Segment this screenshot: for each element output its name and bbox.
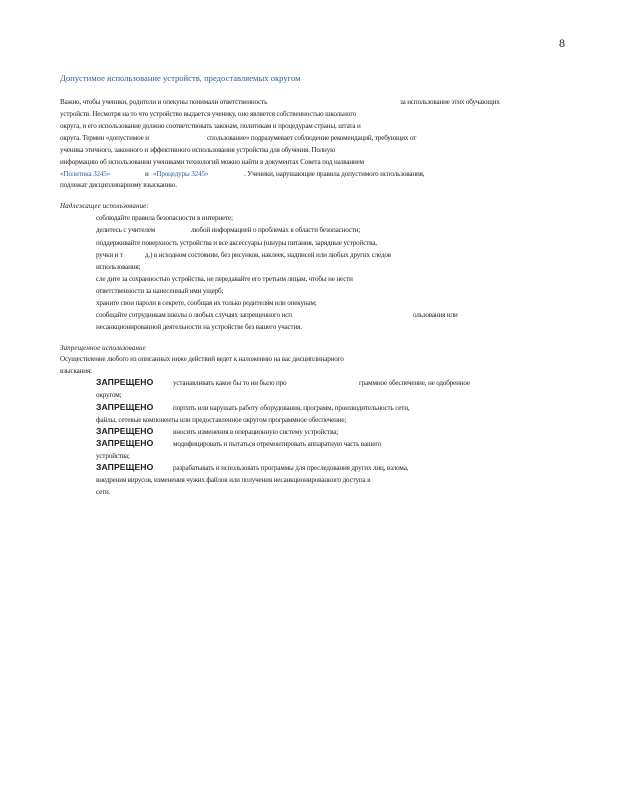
prohibited-label: ЗАПРЕЩЕНО bbox=[96, 426, 154, 436]
list-item: делитесь с учителем bbox=[96, 226, 156, 234]
section-heading: Допустимое использование устройств, предоставляемых округом bbox=[60, 73, 301, 83]
prohibited-intro: взыскания: bbox=[60, 367, 92, 375]
list-item: модифицировать и пытаться отремонтировать аппаратную часть вашего bbox=[173, 440, 382, 448]
policy-link[interactable]: «Политика 3245» bbox=[60, 170, 111, 178]
prohibited-use-title: Запрещенное использование bbox=[60, 344, 146, 352]
list-item: использования; bbox=[96, 263, 141, 271]
list-item: ручки и т bbox=[96, 251, 123, 259]
list-item: несанкционированной деятельности на устройстве без вашего участия. bbox=[96, 323, 302, 331]
intro-line: устройств. Несмотря на то что устройство выдается ученику, оно является собственностью школьного bbox=[60, 110, 357, 118]
procedures-link[interactable]: «Процедуры 3245» bbox=[153, 170, 209, 178]
list-item: файлы, сетевые компоненты или предоставленное округом программное обеспечение; bbox=[96, 416, 347, 424]
list-item: поддерживайте поверхность устройства и все аксессуары (шнуры питания, зарядные устройства, bbox=[96, 239, 377, 247]
list-item: ответственности за нанесенный ими ущерб; bbox=[96, 287, 224, 295]
list-item: устанавливать какое бы то ни было про bbox=[173, 379, 287, 387]
prohibited-label: ЗАПРЕЩЕНО bbox=[96, 402, 154, 412]
intro-line: Важно, чтобы ученики, родители и опекуны понимали ответственность bbox=[60, 98, 268, 106]
list-item: портить или нарушать работу оборудования, программ, производительность сети, bbox=[173, 404, 410, 412]
page-number: 8 bbox=[559, 36, 565, 50]
list-item: сле дите за сохранностью устройства, не передавайте его третьим лицам, чтобы не нести bbox=[96, 275, 353, 283]
intro-line: округа. Термин «допустимое и bbox=[60, 134, 149, 142]
intro-line: спользование» подразумевает соблюдение рекомендаций, требующих от bbox=[207, 134, 417, 142]
list-item: д.) в исходном состоянии, без рисунков, наклеек, надписей или любых других следов bbox=[145, 251, 391, 259]
proper-use-title: Надлежащее использование: bbox=[60, 202, 149, 210]
list-item: граммное обеспечение, не одобренное bbox=[359, 379, 470, 387]
list-item: сообщайте сотрудникам школы о любых случаях запрещенного исп bbox=[96, 311, 292, 319]
list-item: сети. bbox=[96, 488, 111, 496]
intro-line: округа, и его использование должно соответствовать законам, политикам и процедурам страны, штата и bbox=[60, 122, 361, 130]
list-item: вносить изменения в операционную систему устройства; bbox=[173, 428, 339, 436]
intro-line: ученика этичного, законного и эффективного использования устройства для обучения. Полную bbox=[60, 146, 336, 154]
list-item: соблюдайте правила безопасности в интернете; bbox=[96, 214, 233, 222]
list-item: ользования или bbox=[413, 311, 458, 319]
list-item: округом; bbox=[96, 391, 122, 399]
intro-line: и bbox=[145, 170, 149, 178]
list-item: разрабатывать и использовать программы для преследования других лиц, взлома, bbox=[173, 464, 409, 472]
intro-line: . Ученики, нарушающие правила допустимого использования, bbox=[244, 170, 425, 178]
intro-line: информацию об использовании учениками технологий можно найти в документах Совета под названием bbox=[60, 158, 365, 166]
prohibited-label: ЗАПРЕЩЕНО bbox=[96, 438, 154, 448]
intro-line: за использование этих обучающих bbox=[400, 98, 500, 106]
list-item: устройства; bbox=[96, 452, 130, 460]
prohibited-label: ЗАПРЕЩЕНО bbox=[96, 377, 154, 387]
intro-line: подлежат дисциплинарному взысканию. bbox=[60, 181, 177, 189]
list-item: внедрения вирусов, изменения чужих файлов или получения несанкционированного доступа в bbox=[96, 476, 371, 484]
prohibited-intro: Осуществление любого из описанных ниже действий ведет к наложению на вас дисциплинарного bbox=[60, 355, 344, 363]
list-item: храните свои пароли в секрете, сообщая их только родителям или опекунам; bbox=[96, 299, 317, 307]
list-item: любой информацией о проблемах в области безопасности; bbox=[191, 226, 361, 234]
prohibited-label: ЗАПРЕЩЕНО bbox=[96, 462, 154, 472]
